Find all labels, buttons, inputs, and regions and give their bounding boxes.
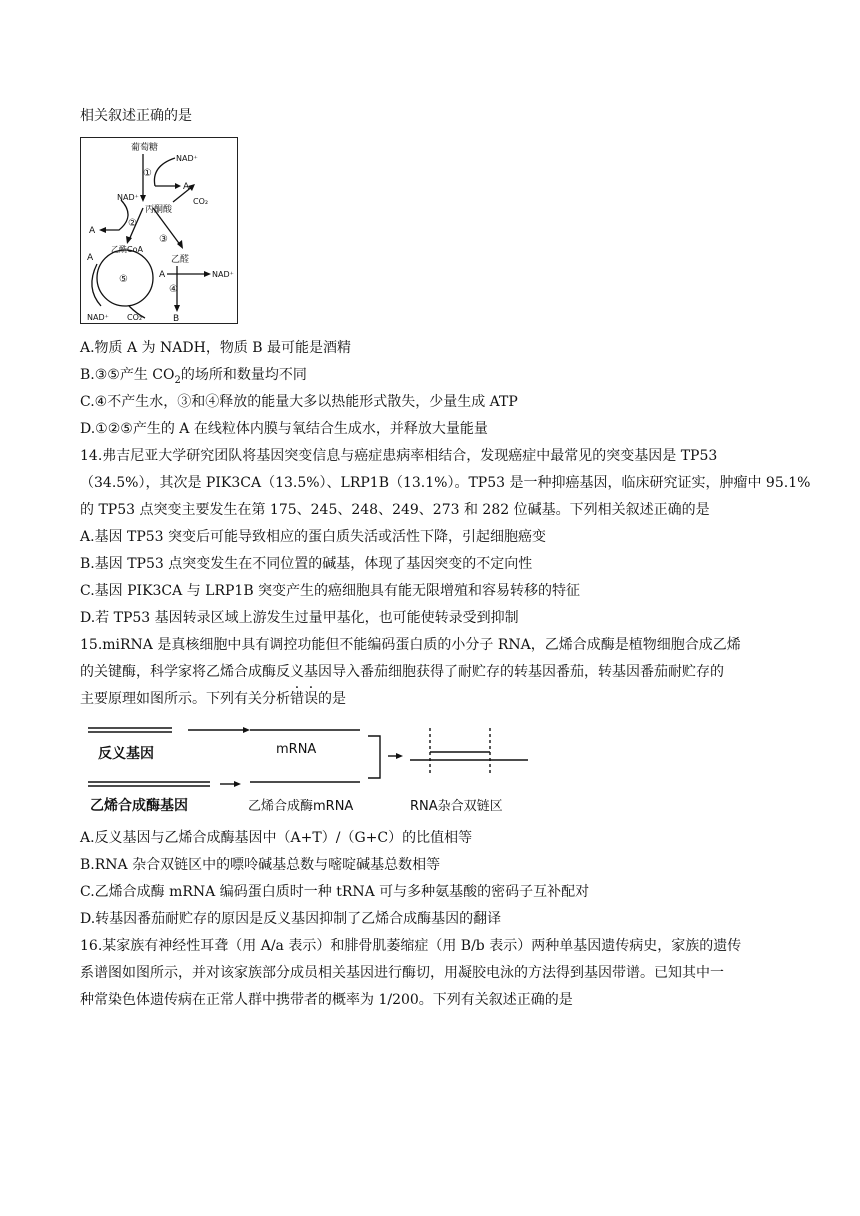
label-step-1: ① — [143, 168, 152, 179]
label-a-4: A — [87, 253, 94, 263]
label-acetaldehyde: 乙醛 — [171, 255, 190, 265]
q15-stem-line-3 — [80, 689, 346, 709]
q14-stem-line-3: 的 TP53 点突变主要发生在第 175、245、248、249、273 和 282 位碱基。下列相关叙述正确的是 — [80, 502, 710, 518]
q15-option-c: C.乙烯合成酶 mRNA 编码蛋白质时一种 tRNA 可与多种氨基酸的密码子互补配对 — [80, 884, 590, 900]
q16-stem-line-3: 种常染色体遗传病在正常人群中携带者的概率为 1/200。下列有关叙述正确的是 — [80, 992, 573, 1008]
antisense-mechanism-figure — [80, 718, 540, 818]
label-a-1: A — [183, 182, 190, 192]
label-a-3: A — [159, 270, 166, 280]
q14-option-a: A.基因 TP53 突变后可能导致相应的蛋白质失活或活性下降，引起细胞癌变 — [80, 529, 547, 545]
label-co2-2: CO₂ — [127, 313, 143, 322]
label-step-5: ⑤ — [119, 274, 128, 285]
nad1-curve — [154, 158, 175, 186]
label-step-4: ④ — [169, 284, 178, 295]
label-antisense-gene: 反义基因 — [98, 746, 154, 762]
label-co2-1: CO₂ — [193, 197, 209, 206]
q13-option-d: D.①②⑤产生的 A 在线粒体内膜与氧结合生成水，并释放大量能量 — [80, 421, 488, 437]
question-intro: 相关叙述正确的是 — [80, 108, 192, 124]
q15-stem-line-1: 15.miRNA 是真核细胞中具有调控功能但不能编码蛋白质的小分子 RNA，乙烯合成酶是植物细胞合成乙烯 — [80, 637, 741, 653]
q15-option-d: D.转基因番茄耐贮存的原因是反义基因抑制了乙烯合成酶基因的翻译 — [80, 911, 502, 927]
q13-option-b-subscript: 2 — [174, 374, 181, 386]
q15-option-b: B.RNA 杂合双链区中的嘌呤碱基总数与嘧啶碱基总数相等 — [80, 857, 441, 873]
label-nad-3: NAD⁺ — [212, 270, 234, 279]
label-glucose: 葡萄糖 — [131, 143, 159, 153]
label-rna-hybrid: RNA杂合双链区 — [410, 799, 503, 814]
label-mrna: mRNA — [276, 742, 317, 757]
q15-emphasis-char-1: 错 — [290, 691, 304, 707]
q13-option-a: A.物质 A 为 NADH，物质 B 最可能是酒精 — [80, 340, 352, 356]
label-a-2: A — [89, 226, 96, 236]
label-acetyl-coa: 乙酰CoA — [111, 245, 143, 254]
q13-option-b-rest: 的场所和数量均不同 — [180, 367, 307, 383]
q13-option-c: C.④不产生水，③和④释放的能量大多以热能形式散失，少量生成 ATP — [80, 394, 518, 410]
q15-stem-text: 主要原理如图所示。下列有关分析 — [80, 691, 290, 707]
label-nad-4: NAD⁺ — [87, 313, 109, 322]
antisense-diagram — [80, 718, 540, 818]
q14-stem-line-2: （34.5%），其次是 PIK3CA（13.5%）、LRP1B（13.1%）。TP53 是一种抑癌基因，临床研究证实，肿瘤中 95.1% — [80, 475, 811, 491]
label-b: B — [173, 314, 180, 324]
label-pyruvate: 丙酮酸 — [145, 205, 173, 215]
q16-stem-line-2: 系谱图如图所示，并对该家族部分成员相关基因进行酶切，用凝胶电泳的方法得到基因带谱。已知其中一 — [80, 965, 724, 981]
label-ethylene-mrna: 乙烯合成酶mRNA — [248, 799, 354, 814]
pathway-diagram — [81, 138, 239, 325]
label-nad-2: NAD⁺ — [117, 193, 139, 202]
q13-option-b — [80, 365, 307, 385]
q14-option-b: B.基因 TP53 点突变发生在不同位置的碱基，体现了基因突变的不定向性 — [80, 556, 533, 572]
q14-option-d: D.若 TP53 基因转录区域上游发生过量甲基化，也可能使转录受到抑制 — [80, 610, 519, 626]
label-step-2: ② — [128, 218, 137, 229]
q15-emphasis-char-2: 误 — [304, 691, 318, 707]
q14-option-c: C.基因 PIK3CA 与 LRP1B 突变产生的癌细胞具有能无限增殖和容易转移的特征 — [80, 583, 581, 599]
label-step-3: ③ — [159, 234, 168, 245]
q15-option-a: A.反义基因与乙烯合成酶基因中（A+T）/（G+C）的比值相等 — [80, 830, 473, 846]
q16-stem-line-1: 16.某家族有神经性耳聋（用 A/a 表示）和腓骨肌萎缩症（用 B/b 表示）两种单基因遗传病史，家族的遗传 — [80, 938, 742, 954]
q15-stem-line-2: 的关键酶，科学家将乙烯合成酶反义基因导入番茄细胞获得了耐贮存的转基因番茄，转基因番茄耐贮存的 — [80, 664, 724, 680]
q13-option-b-text: B.③⑤产生 CO — [80, 367, 175, 383]
respiration-pathway-figure — [80, 137, 238, 324]
q15-stem-end: 的是 — [318, 691, 346, 707]
q14-stem-line-1: 14.弗吉尼亚大学研究团队将基因突变信息与癌症患病率相结合，发现癌症中最常见的突变基因是 TP53 — [80, 448, 718, 464]
label-nad-1: NAD⁺ — [176, 154, 198, 163]
label-ethylene-gene: 乙烯合成酶基因 — [90, 798, 188, 814]
